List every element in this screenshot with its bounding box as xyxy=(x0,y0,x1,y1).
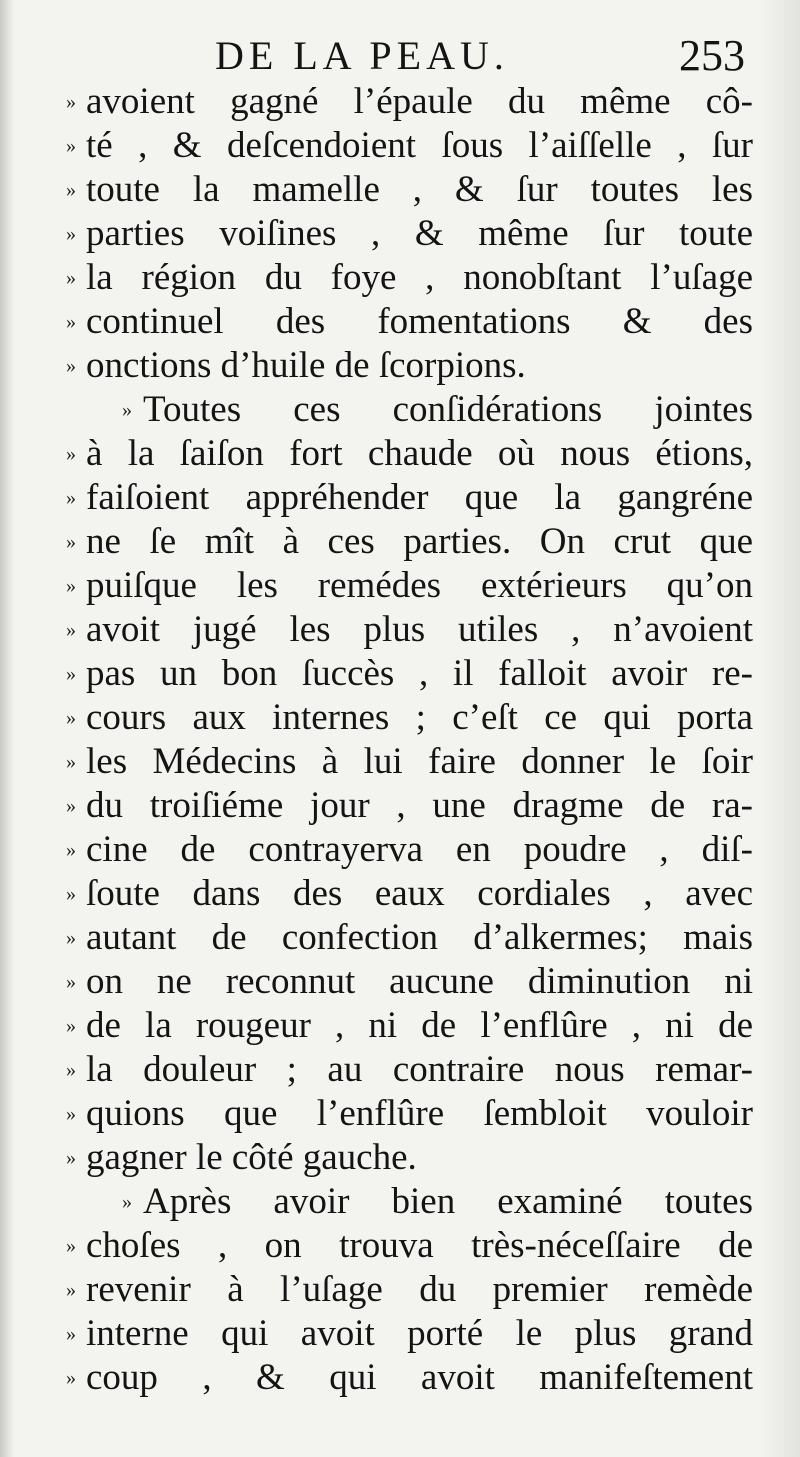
text-line xyxy=(58,696,753,740)
line-text: du troiſiéme jour , une dragme de ra- xyxy=(86,785,753,826)
page-number: 253 xyxy=(679,31,745,80)
line-text: avoit jugé les plus utiles , n’avoient xyxy=(86,609,753,650)
line-text: la douleur ; au contraire nous remar- xyxy=(86,1049,753,1090)
quote-mark: » xyxy=(66,1147,76,1169)
page-right-edge xyxy=(760,0,800,1457)
quote-mark: » xyxy=(66,751,76,773)
text-line xyxy=(58,872,753,916)
quote-mark: » xyxy=(66,707,76,729)
text-line xyxy=(58,168,753,212)
line-text: pas un bon ſuccès , il falloit avoir re- xyxy=(86,653,753,694)
quote-mark: » xyxy=(66,883,76,905)
text-line xyxy=(58,256,753,300)
quote-mark: » xyxy=(122,399,132,421)
line-text: puiſque les remédes extérieurs qu’on xyxy=(86,565,753,606)
line-text: la région du foye , nonobſtant l’uſage xyxy=(86,257,753,298)
text-line xyxy=(58,1268,753,1312)
text-line xyxy=(58,1312,753,1356)
quote-mark: » xyxy=(66,1235,76,1257)
line-text: à la ſaiſon fort chaude où nous étions, xyxy=(86,433,753,474)
line-text: té , & deſcendoient ſous l’aiſſelle , ſur xyxy=(86,125,753,166)
page-left-edge xyxy=(0,0,14,1457)
line-text: parties voiſines , & même ſur toute xyxy=(86,213,753,254)
text-line xyxy=(58,1048,753,1092)
quote-mark: » xyxy=(66,311,76,333)
quote-mark: » xyxy=(66,795,76,817)
line-text: faiſoient appréhender que la gangréne xyxy=(86,477,753,518)
text-line xyxy=(58,960,753,1004)
quote-mark: » xyxy=(66,223,76,245)
line-text: quions que l’enflûre ſembloit vouloir xyxy=(86,1093,753,1134)
line-text: autant de confection d’alkermes; mais xyxy=(86,917,753,958)
quote-mark: » xyxy=(66,1059,76,1081)
line-text: interne qui avoit porté le plus grand xyxy=(86,1313,753,1354)
line-text: les Médecins à lui faire donner le ſoir xyxy=(86,741,753,782)
line-text: revenir à l’uſage du premier remède xyxy=(86,1269,753,1310)
body-text xyxy=(58,80,753,1400)
text-line xyxy=(58,652,753,696)
quote-mark: » xyxy=(66,619,76,641)
quote-mark: » xyxy=(66,135,76,157)
text-line xyxy=(58,916,753,960)
text-line xyxy=(58,784,753,828)
quote-mark: » xyxy=(66,1367,76,1389)
quote-mark: » xyxy=(66,575,76,597)
quote-mark: » xyxy=(122,1191,132,1213)
text-line xyxy=(58,124,753,168)
line-text: on ne reconnut aucune diminution ni xyxy=(86,961,753,1002)
quote-mark: » xyxy=(66,839,76,861)
line-text: onctions d’huile de ſcorpions. xyxy=(86,345,526,386)
quote-mark: » xyxy=(66,355,76,377)
line-text: toute la mamelle , & ſur toutes les xyxy=(86,169,753,210)
text-line xyxy=(58,564,753,608)
line-text: ne ſe mît à ces parties. On crut que xyxy=(86,521,753,562)
quote-mark: » xyxy=(66,1015,76,1037)
line-text: cine de contrayerva en poudre , diſ- xyxy=(86,829,753,870)
text-line xyxy=(58,300,753,344)
text-line xyxy=(58,212,753,256)
quote-mark: » xyxy=(66,1323,76,1345)
text-line xyxy=(58,1224,753,1268)
text-line xyxy=(58,1136,753,1180)
text-line xyxy=(58,828,753,872)
line-text: Toutes ces conſidérations jointes xyxy=(143,389,753,430)
text-line xyxy=(58,476,753,520)
line-text: Après avoir bien examiné toutes xyxy=(143,1181,753,1222)
quote-mark: » xyxy=(66,663,76,685)
quote-mark: » xyxy=(66,531,76,553)
text-line xyxy=(58,432,753,476)
line-text: de la rougeur , ni de l’enflûre , ni de xyxy=(86,1005,753,1046)
line-text: ſoute dans des eaux cordiales , avec xyxy=(86,873,753,914)
quote-mark: » xyxy=(66,179,76,201)
text-line xyxy=(58,608,753,652)
quote-mark: » xyxy=(66,1279,76,1301)
text-line xyxy=(58,1180,753,1224)
quote-mark: » xyxy=(66,443,76,465)
line-text: gagner le côté gauche. xyxy=(86,1137,417,1178)
line-text: cours aux internes ; c’eſt ce qui porta xyxy=(86,697,753,738)
line-text: choſes , on trouva très-néceſſaire de xyxy=(86,1225,753,1266)
quote-mark: » xyxy=(66,267,76,289)
line-text: avoient gagné l’épaule du même cô- xyxy=(86,81,753,122)
line-text: continuel des fomentations & des xyxy=(86,301,753,342)
line-text: coup , & qui avoit manifeſtement xyxy=(86,1357,753,1398)
quote-mark: » xyxy=(66,971,76,993)
text-line xyxy=(58,80,753,124)
quote-mark: » xyxy=(66,91,76,113)
text-line xyxy=(58,1092,753,1136)
quote-mark: » xyxy=(66,927,76,949)
text-line xyxy=(58,1356,753,1400)
text-line xyxy=(58,740,753,784)
text-line xyxy=(58,520,753,564)
text-line xyxy=(58,344,753,388)
running-head: DE LA PEAU. xyxy=(215,33,509,78)
page-header xyxy=(215,28,745,84)
quote-mark: » xyxy=(66,1103,76,1125)
text-line xyxy=(58,388,753,432)
text-line xyxy=(58,1004,753,1048)
quote-mark: » xyxy=(66,487,76,509)
